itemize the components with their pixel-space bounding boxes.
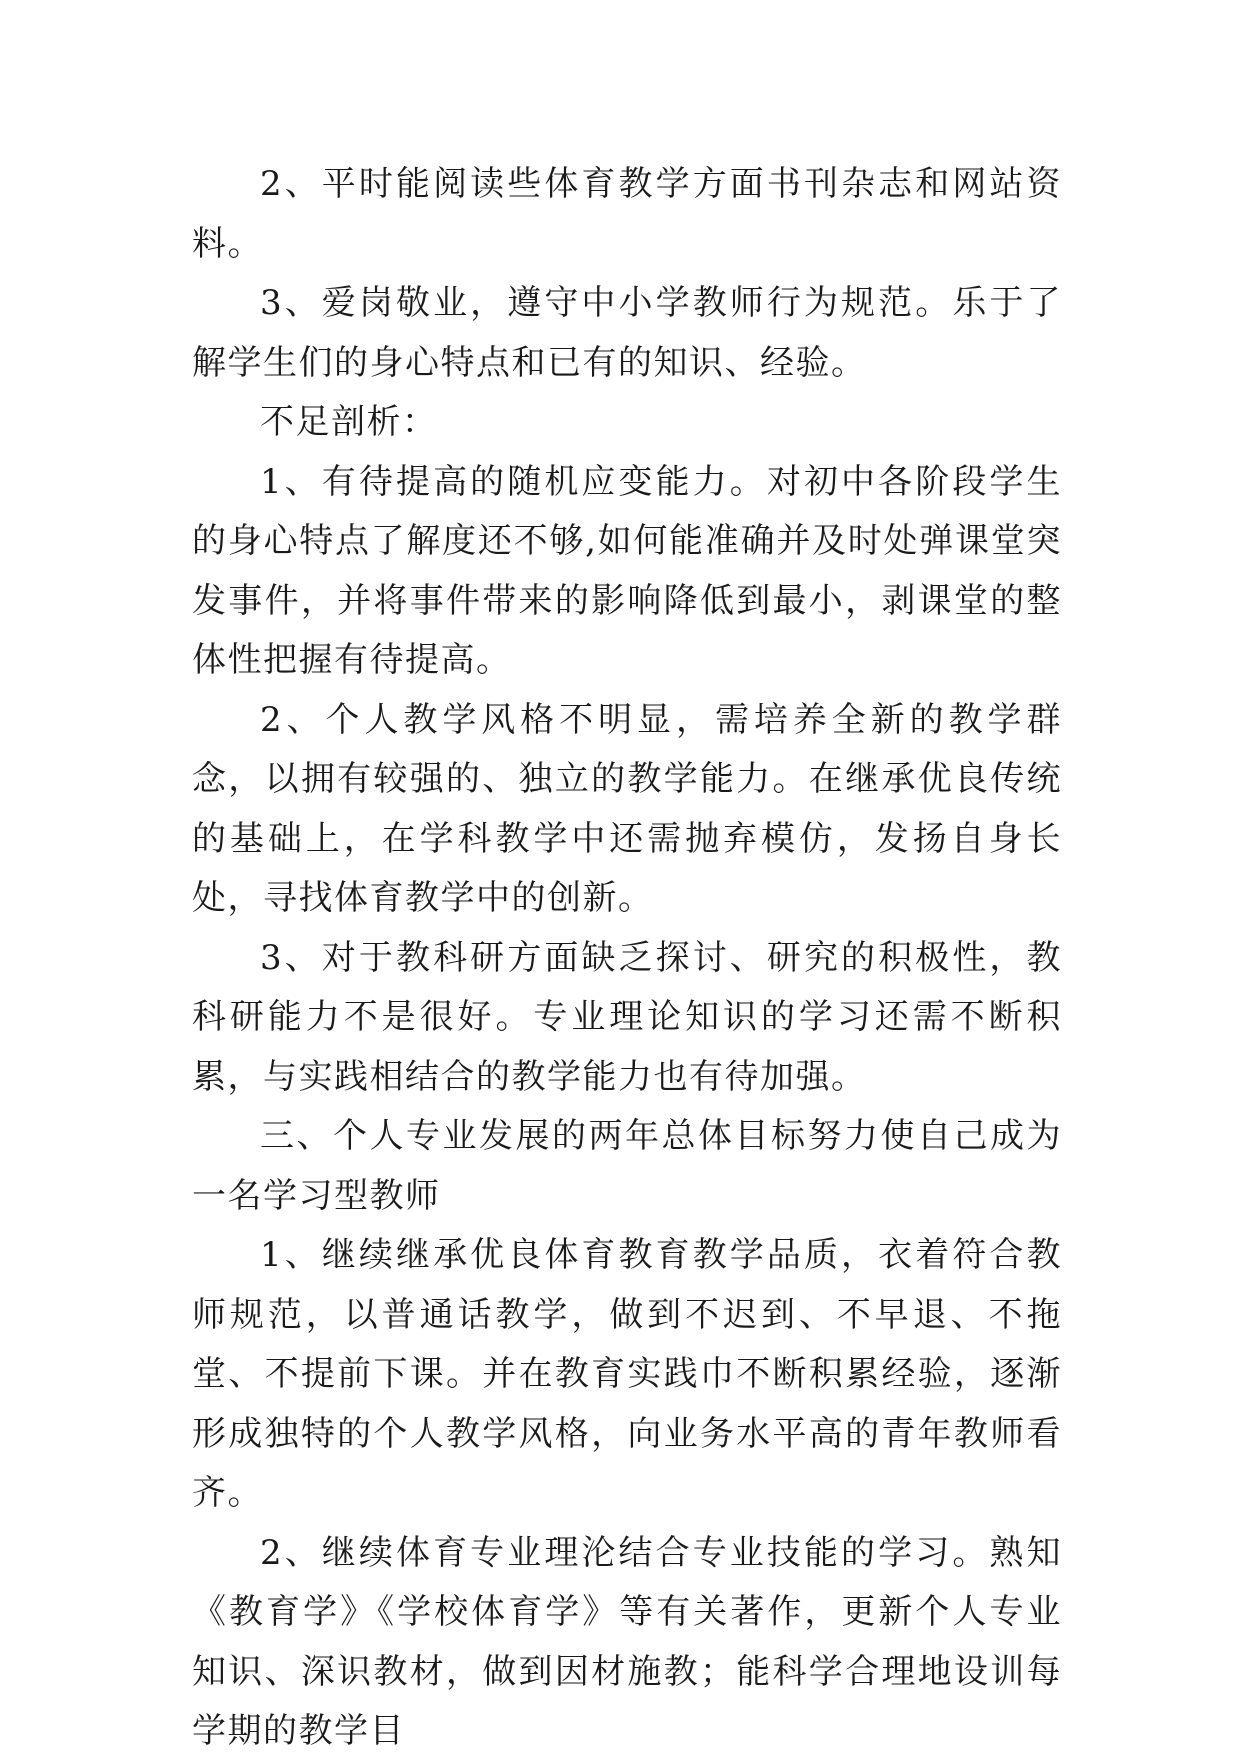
paragraph-section-three-heading: 三、个人专业发展的两年总体目标努力使自己成为一名学习型教师 (192, 1116, 1062, 1216)
document-body (192, 155, 1062, 1762)
paragraph-shortcomings-heading: 不足剖析： (260, 402, 438, 442)
paragraph-shortcoming-teaching-style: 2、个人教学风格不明显，需培养全新的教学群念，以拥有较强的、独立的教学能力。在继承优良传统的基础上，在学科教学中还需抛弃模仿，发扬自身长处，寻找体育教学中的创新。 (192, 699, 1062, 918)
paragraph-goal-teaching-quality: 1、继续继承优良体育教育教学品质，衣着符合教师规范，以普通话教学，做到不迟到、不早退、不拖堂、不提前下课。并在教育实践巾不断积累经验，逐渐形成独特的个人教学风格，向业务水平高的青年教师看齐。 (192, 1235, 1062, 1513)
paragraph-professional-ethics: 3、爱岗敬业，遵守中小学教师行为规范。乐于了解学生们的身心特点和已有的知识、经验。 (192, 283, 1062, 383)
paragraph-goal-theory-study: 2、继续体育专业理沦结合专业技能的学习。熟知《教育学》《学校体育学》等有关著作，更新个人专业知识、深识教材，做到因材施教；能科学合理地设训每学期的教学目 (192, 1532, 1062, 1751)
paragraph-shortcoming-adaptability: 1、有待提高的随机应变能力。对初中各阶段学生的身心特点了解度还不够,如何能准确并及时处弹课堂突发事件，并将事件带来的影响降低到最小，剥课堂的整体性把握有待提高。 (192, 461, 1062, 680)
paragraph-reading-habits: 2、平时能阅读些体育教学方面书刊杂志和网站资料。 (192, 164, 1062, 264)
paragraph-shortcoming-research: 3、对于教科研方面缺乏探讨、研究的积极性，教科研能力不是很好。专业理论知识的学习还需不断积累，与实践相结合的教学能力也有待加强。 (192, 937, 1062, 1097)
